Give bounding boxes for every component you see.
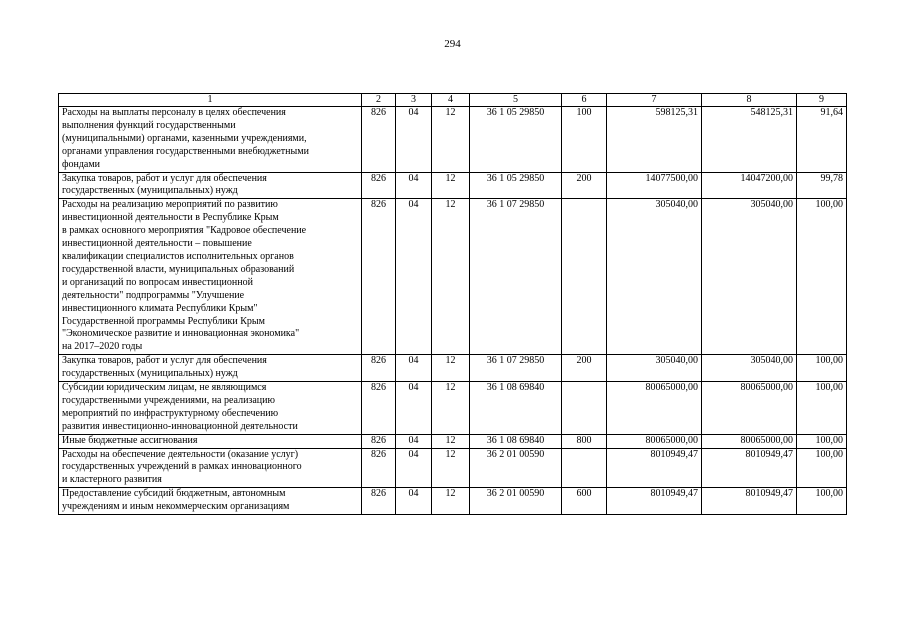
subsection-code: 12	[432, 355, 470, 382]
planned-amount: 8010949,47	[607, 488, 702, 515]
subsection-code: 12	[432, 382, 470, 435]
planned-amount: 305040,00	[607, 355, 702, 382]
row-description: Субсидии юридическим лицам, не являющимся государственными учреждениями, на реализацию мероприятий по инфраструктурному обеспечению развития инвестиционно-инновационной деятельности	[59, 382, 362, 435]
section-code: 04	[396, 434, 432, 448]
expense-type-code: 100	[562, 107, 607, 173]
header-cell: 3	[396, 94, 432, 107]
expense-type-code: 200	[562, 172, 607, 199]
section-code: 04	[396, 107, 432, 173]
page-number: 294	[444, 38, 461, 50]
executed-amount: 80065000,00	[702, 382, 797, 435]
execution-percent: 99,78	[797, 172, 847, 199]
execution-percent: 100,00	[797, 488, 847, 515]
row-description: Предоставление субсидий бюджетным, автономным учреждениям и иным некоммерческим организациям	[59, 488, 362, 515]
planned-amount: 14077500,00	[607, 172, 702, 199]
header-cell: 7	[607, 94, 702, 107]
planned-amount: 80065000,00	[607, 434, 702, 448]
header-cell: 5	[470, 94, 562, 107]
expense-type-code: 800	[562, 434, 607, 448]
executed-amount: 14047200,00	[702, 172, 797, 199]
execution-percent: 100,00	[797, 448, 847, 488]
subsection-code: 12	[432, 434, 470, 448]
ministry-code: 826	[362, 107, 396, 173]
table-row	[59, 382, 847, 435]
target-article-code: 36 1 08 69840	[470, 434, 562, 448]
subsection-code: 12	[432, 172, 470, 199]
planned-amount: 80065000,00	[607, 382, 702, 435]
target-article-code: 36 2 01 00590	[470, 488, 562, 515]
planned-amount: 8010949,47	[607, 448, 702, 488]
execution-percent: 100,00	[797, 355, 847, 382]
expense-type-code	[562, 448, 607, 488]
executed-amount: 8010949,47	[702, 488, 797, 515]
section-code: 04	[396, 172, 432, 199]
subsection-code: 12	[432, 199, 470, 355]
header-cell: 9	[797, 94, 847, 107]
header-cell: 6	[562, 94, 607, 107]
executed-amount: 305040,00	[702, 355, 797, 382]
target-article-code: 36 2 01 00590	[470, 448, 562, 488]
row-description: Закупка товаров, работ и услуг для обеспечения государственных (муниципальных) нужд	[59, 172, 362, 199]
row-description: Расходы на выплаты персоналу в целях обеспечения выполнения функций государственными (муниципальными) органами, казенными учреждениями, органами управления государственными внебюджетными фондами	[59, 107, 362, 173]
target-article-code: 36 1 07 29850	[470, 199, 562, 355]
table-row	[59, 107, 847, 173]
row-description: Иные бюджетные ассигнования	[59, 434, 362, 448]
header-cell: 4	[432, 94, 470, 107]
row-description: Расходы на реализацию мероприятий по развитию инвестиционной деятельности в Республике Крым в рамках основного мероприятия "Кадровое обеспечение инвестиционной деятельности – повышение квалификации специалистов исполнительных органов государственной власти, муниципальных образований и организаций по вопросам инвестиционной деятельности" подпрограммы "Улучшение инвестиционного климата Республики Крым" Государственной программы Республики Крым "Экономическое развитие и инновационная экономика" на 2017–2020 годы	[59, 199, 362, 355]
ministry-code: 826	[362, 199, 396, 355]
row-description: Закупка товаров, работ и услуг для обеспечения государственных (муниципальных) нужд	[59, 355, 362, 382]
header-cell: 1	[59, 94, 362, 107]
header-row	[59, 94, 847, 107]
execution-percent: 100,00	[797, 382, 847, 435]
table-row	[59, 448, 847, 488]
ministry-code: 826	[362, 172, 396, 199]
execution-percent: 91,64	[797, 107, 847, 173]
executed-amount: 80065000,00	[702, 434, 797, 448]
expense-type-code	[562, 382, 607, 435]
table-row	[59, 488, 847, 515]
target-article-code: 36 1 05 29850	[470, 107, 562, 173]
table-row	[59, 434, 847, 448]
subsection-code: 12	[432, 488, 470, 515]
ministry-code: 826	[362, 382, 396, 435]
executed-amount: 305040,00	[702, 199, 797, 355]
target-article-code: 36 1 07 29850	[470, 355, 562, 382]
planned-amount: 598125,31	[607, 107, 702, 173]
target-article-code: 36 1 05 29850	[470, 172, 562, 199]
section-code: 04	[396, 488, 432, 515]
target-article-code: 36 1 08 69840	[470, 382, 562, 435]
planned-amount: 305040,00	[607, 199, 702, 355]
table-row	[59, 355, 847, 382]
ministry-code: 826	[362, 488, 396, 515]
subsection-code: 12	[432, 448, 470, 488]
expense-type-code	[562, 199, 607, 355]
row-description: Расходы на обеспечение деятельности (оказание услуг) государственных учреждений в рамках инновационного и кластерного развития	[59, 448, 362, 488]
execution-percent: 100,00	[797, 434, 847, 448]
header-cell: 2	[362, 94, 396, 107]
section-code: 04	[396, 448, 432, 488]
subsection-code: 12	[432, 107, 470, 173]
section-code: 04	[396, 382, 432, 435]
section-code: 04	[396, 199, 432, 355]
table-row	[59, 172, 847, 199]
execution-percent: 100,00	[797, 199, 847, 355]
budget-table	[58, 93, 847, 515]
table-row	[59, 199, 847, 355]
ministry-code: 826	[362, 434, 396, 448]
expense-type-code: 600	[562, 488, 607, 515]
header-cell: 8	[702, 94, 797, 107]
ministry-code: 826	[362, 355, 396, 382]
expense-type-code: 200	[562, 355, 607, 382]
section-code: 04	[396, 355, 432, 382]
ministry-code: 826	[362, 448, 396, 488]
executed-amount: 548125,31	[702, 107, 797, 173]
executed-amount: 8010949,47	[702, 448, 797, 488]
